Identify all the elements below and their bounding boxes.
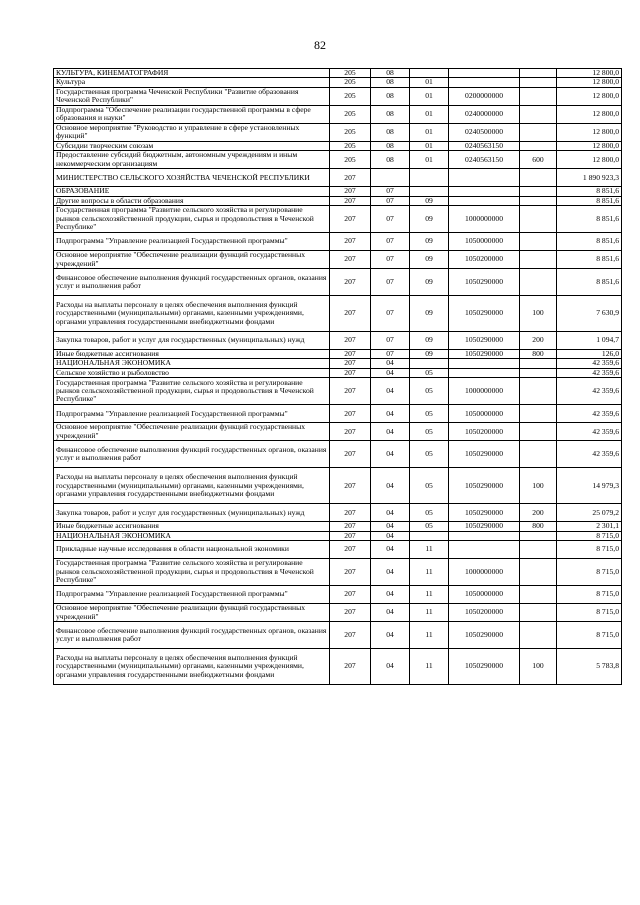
- row-expense-type-cell: [520, 169, 557, 187]
- row-section-cell: 04: [371, 359, 410, 368]
- row-amount-cell: 12 800,0: [557, 78, 622, 87]
- row-name-cell: Иные бюджетные ассигнования: [54, 522, 330, 531]
- row-section-cell: 07: [371, 269, 410, 296]
- row-amount-cell: 12 800,0: [557, 123, 622, 141]
- row-subsection-cell: 09: [410, 251, 449, 269]
- row-grbs-cell: 205: [330, 78, 371, 87]
- table-row: [54, 649, 622, 685]
- row-name-cell: Расходы на выплаты персоналу в целях обеспечения выполнения функций государственными (муниципальными) органами, казенными учреждениями, органами управления государственными внебюджетными фондами: [54, 468, 330, 504]
- row-amount-cell: 1 890 923,3: [557, 169, 622, 187]
- row-expense-type-cell: [520, 206, 557, 233]
- row-name-cell: Финансовое обеспечение выполнения функций государственных органов, оказания услуг и выполнения работ: [54, 269, 330, 296]
- row-section-cell: 07: [371, 251, 410, 269]
- row-subsection-cell: 05: [410, 378, 449, 405]
- row-amount-cell: 8 851,6: [557, 187, 622, 196]
- row-expense-type-cell: [520, 368, 557, 377]
- row-section-cell: 08: [371, 87, 410, 105]
- row-subsection-cell: 09: [410, 269, 449, 296]
- row-grbs-cell: 205: [330, 151, 371, 169]
- row-grbs-cell: 207: [330, 251, 371, 269]
- row-amount-cell: 8 715,0: [557, 604, 622, 622]
- row-amount-cell: 42 359,6: [557, 405, 622, 423]
- row-target-article-cell: 0240563150: [449, 151, 520, 169]
- row-section-cell: [371, 169, 410, 187]
- table-row: [54, 559, 622, 586]
- table-row: [54, 350, 622, 359]
- row-expense-type-cell: [520, 105, 557, 123]
- row-grbs-cell: 207: [330, 468, 371, 504]
- row-amount-cell: 8 851,6: [557, 269, 622, 296]
- row-section-cell: 07: [371, 350, 410, 359]
- row-subsection-cell: 11: [410, 559, 449, 586]
- row-grbs-cell: 207: [330, 441, 371, 468]
- row-target-article-cell: [449, 541, 520, 559]
- row-section-cell: 04: [371, 586, 410, 604]
- row-name-cell: МИНИСТЕРСТВО СЕЛЬСКОГО ХОЗЯЙСТВА ЧЕЧЕНСКОЙ РЕСПУБЛИКИ: [54, 169, 330, 187]
- row-target-article-cell: 1050200000: [449, 423, 520, 441]
- row-subsection-cell: 11: [410, 541, 449, 559]
- row-amount-cell: 42 359,6: [557, 378, 622, 405]
- row-section-cell: 04: [371, 468, 410, 504]
- row-subsection-cell: 01: [410, 151, 449, 169]
- row-section-cell: 07: [371, 233, 410, 251]
- row-expense-type-cell: 200: [520, 332, 557, 350]
- row-amount-cell: 12 800,0: [557, 69, 622, 78]
- row-expense-type-cell: [520, 604, 557, 622]
- row-expense-type-cell: [520, 187, 557, 196]
- row-grbs-cell: 207: [330, 522, 371, 531]
- row-subsection-cell: 09: [410, 332, 449, 350]
- row-subsection-cell: 05: [410, 368, 449, 377]
- row-subsection-cell: 11: [410, 622, 449, 649]
- row-subsection-cell: 05: [410, 405, 449, 423]
- row-grbs-cell: 207: [330, 368, 371, 377]
- row-subsection-cell: 01: [410, 123, 449, 141]
- row-subsection-cell: 05: [410, 423, 449, 441]
- row-subsection-cell: 09: [410, 206, 449, 233]
- row-amount-cell: 8 715,0: [557, 559, 622, 586]
- table-row: [54, 622, 622, 649]
- row-subsection-cell: 09: [410, 233, 449, 251]
- row-target-article-cell: 1000000000: [449, 378, 520, 405]
- row-target-article-cell: 1050200000: [449, 251, 520, 269]
- row-expense-type-cell: [520, 87, 557, 105]
- row-expense-type-cell: 600: [520, 151, 557, 169]
- row-section-cell: 08: [371, 141, 410, 150]
- row-subsection-cell: [410, 531, 449, 540]
- table-row: [54, 233, 622, 251]
- row-amount-cell: 8 715,0: [557, 622, 622, 649]
- row-target-article-cell: 1050290000: [449, 441, 520, 468]
- row-name-cell: НАЦИОНАЛЬНАЯ ЭКОНОМИКА: [54, 359, 330, 368]
- row-grbs-cell: 207: [330, 187, 371, 196]
- row-grbs-cell: 207: [330, 649, 371, 685]
- table-row: [54, 604, 622, 622]
- table-row: [54, 586, 622, 604]
- row-grbs-cell: 207: [330, 423, 371, 441]
- row-section-cell: 08: [371, 69, 410, 78]
- row-name-cell: ОБРАЗОВАНИЕ: [54, 187, 330, 196]
- row-grbs-cell: 207: [330, 405, 371, 423]
- row-name-cell: Подпрограмма "Управление реализацией Государственной программы": [54, 586, 330, 604]
- row-name-cell: Финансовое обеспечение выполнения функций государственных органов, оказания услуг и выполнения работ: [54, 441, 330, 468]
- row-subsection-cell: 11: [410, 586, 449, 604]
- row-subsection-cell: 01: [410, 141, 449, 150]
- row-subsection-cell: 09: [410, 350, 449, 359]
- table-row: [54, 468, 622, 504]
- row-section-cell: 08: [371, 105, 410, 123]
- row-target-article-cell: 1050200000: [449, 604, 520, 622]
- row-section-cell: 04: [371, 405, 410, 423]
- table-row: [54, 87, 622, 105]
- row-expense-type-cell: [520, 269, 557, 296]
- row-amount-cell: 8 715,0: [557, 586, 622, 604]
- table-row: [54, 169, 622, 187]
- row-section-cell: 04: [371, 604, 410, 622]
- row-expense-type-cell: [520, 78, 557, 87]
- row-target-article-cell: [449, 196, 520, 205]
- row-target-article-cell: 1000000000: [449, 206, 520, 233]
- row-target-article-cell: [449, 359, 520, 368]
- row-name-cell: Основное мероприятие "Обеспечение реализации функций государственных учреждений": [54, 604, 330, 622]
- row-expense-type-cell: [520, 622, 557, 649]
- table-row: [54, 105, 622, 123]
- table-row: [54, 405, 622, 423]
- page-number: 82: [314, 38, 326, 52]
- row-expense-type-cell: [520, 141, 557, 150]
- row-target-article-cell: 0240000000: [449, 105, 520, 123]
- row-subsection-cell: 05: [410, 522, 449, 531]
- row-target-article-cell: 1050290000: [449, 332, 520, 350]
- row-name-cell: Основное мероприятие "Обеспечение реализации функций государственных учреждений": [54, 251, 330, 269]
- row-target-article-cell: 1050290000: [449, 350, 520, 359]
- row-expense-type-cell: [520, 405, 557, 423]
- row-grbs-cell: 205: [330, 123, 371, 141]
- row-amount-cell: 12 800,0: [557, 151, 622, 169]
- row-target-article-cell: [449, 78, 520, 87]
- table-row: [54, 269, 622, 296]
- row-name-cell: Предоставление субсидий бюджетным, автономным учреждениям и иным некоммерческим организациям: [54, 151, 330, 169]
- row-target-article-cell: 0240500000: [449, 123, 520, 141]
- row-name-cell: Прикладные научные исследования в области национальной экономики: [54, 541, 330, 559]
- row-expense-type-cell: [520, 359, 557, 368]
- row-target-article-cell: [449, 69, 520, 78]
- table-row: [54, 151, 622, 169]
- row-expense-type-cell: [520, 378, 557, 405]
- row-target-article-cell: [449, 368, 520, 377]
- row-subsection-cell: 01: [410, 78, 449, 87]
- row-amount-cell: 8 851,6: [557, 206, 622, 233]
- row-expense-type-cell: 100: [520, 649, 557, 685]
- row-subsection-cell: 01: [410, 105, 449, 123]
- row-target-article-cell: 1000000000: [449, 559, 520, 586]
- row-amount-cell: 42 359,6: [557, 441, 622, 468]
- row-target-article-cell: 1050290000: [449, 649, 520, 685]
- row-name-cell: Иные бюджетные ассигнования: [54, 350, 330, 359]
- table-row: [54, 522, 622, 531]
- table-row: [54, 251, 622, 269]
- row-amount-cell: 12 800,0: [557, 141, 622, 150]
- row-subsection-cell: 05: [410, 468, 449, 504]
- row-subsection-cell: 11: [410, 649, 449, 685]
- row-grbs-cell: 207: [330, 504, 371, 522]
- row-amount-cell: 42 359,6: [557, 359, 622, 368]
- row-grbs-cell: 205: [330, 87, 371, 105]
- table-row: [54, 187, 622, 196]
- row-subsection-cell: [410, 187, 449, 196]
- row-target-article-cell: [449, 187, 520, 196]
- table-row: [54, 296, 622, 332]
- row-grbs-cell: 205: [330, 69, 371, 78]
- row-section-cell: 04: [371, 541, 410, 559]
- row-grbs-cell: 207: [330, 559, 371, 586]
- table-row: [54, 78, 622, 87]
- row-grbs-cell: 207: [330, 604, 371, 622]
- row-section-cell: 04: [371, 368, 410, 377]
- row-name-cell: Финансовое обеспечение выполнения функций государственных органов, оказания услуг и выполнения работ: [54, 622, 330, 649]
- row-amount-cell: 126,0: [557, 350, 622, 359]
- row-grbs-cell: 207: [330, 350, 371, 359]
- row-section-cell: 04: [371, 559, 410, 586]
- row-target-article-cell: 1050290000: [449, 522, 520, 531]
- row-grbs-cell: 207: [330, 541, 371, 559]
- budget-table-body: [54, 69, 622, 685]
- table-row: [54, 368, 622, 377]
- row-expense-type-cell: [520, 441, 557, 468]
- row-name-cell: Расходы на выплаты персоналу в целях обеспечения выполнения функций государственными (муниципальными) органами, казенными учреждениями, органами управления государственными внебюджетными фондами: [54, 649, 330, 685]
- row-amount-cell: 14 979,3: [557, 468, 622, 504]
- row-amount-cell: 5 783,8: [557, 649, 622, 685]
- row-grbs-cell: 207: [330, 359, 371, 368]
- row-grbs-cell: 207: [330, 233, 371, 251]
- row-name-cell: Закупка товаров, работ и услуг для государственных (муниципальных) нужд: [54, 332, 330, 350]
- row-name-cell: Подпрограмма "Управление реализацией Государственной программы": [54, 233, 330, 251]
- table-row: [54, 378, 622, 405]
- row-target-article-cell: 0240563150: [449, 141, 520, 150]
- row-amount-cell: 8 715,0: [557, 541, 622, 559]
- row-subsection-cell: 05: [410, 504, 449, 522]
- row-section-cell: 08: [371, 151, 410, 169]
- row-grbs-cell: 207: [330, 296, 371, 332]
- row-amount-cell: 12 800,0: [557, 87, 622, 105]
- row-amount-cell: 12 800,0: [557, 105, 622, 123]
- row-amount-cell: 8 851,6: [557, 233, 622, 251]
- row-section-cell: 04: [371, 378, 410, 405]
- row-name-cell: НАЦИОНАЛЬНАЯ ЭКОНОМИКА: [54, 531, 330, 540]
- row-section-cell: 08: [371, 78, 410, 87]
- row-name-cell: Государственная программа Чеченской Республики "Развитие образования Чеченской Республики": [54, 87, 330, 105]
- row-grbs-cell: 207: [330, 206, 371, 233]
- row-amount-cell: 8 715,0: [557, 531, 622, 540]
- row-grbs-cell: 207: [330, 378, 371, 405]
- row-grbs-cell: 207: [330, 169, 371, 187]
- row-name-cell: Расходы на выплаты персоналу в целях обеспечения выполнения функций государственными (муниципальными) органами, казенными учреждениями, органами управления государственными внебюджетными фондами: [54, 296, 330, 332]
- row-name-cell: Подпрограмма "Управление реализацией Государственной программы": [54, 405, 330, 423]
- row-section-cell: 07: [371, 206, 410, 233]
- row-section-cell: 04: [371, 649, 410, 685]
- row-name-cell: Основное мероприятие "Обеспечение реализации функций государственных учреждений": [54, 423, 330, 441]
- row-section-cell: 04: [371, 622, 410, 649]
- row-section-cell: 04: [371, 504, 410, 522]
- row-expense-type-cell: 100: [520, 468, 557, 504]
- row-grbs-cell: 207: [330, 622, 371, 649]
- table-row: [54, 441, 622, 468]
- row-expense-type-cell: 100: [520, 296, 557, 332]
- row-section-cell: 07: [371, 187, 410, 196]
- row-target-article-cell: [449, 531, 520, 540]
- row-section-cell: 04: [371, 441, 410, 468]
- table-row: [54, 531, 622, 540]
- row-subsection-cell: 09: [410, 296, 449, 332]
- row-expense-type-cell: [520, 123, 557, 141]
- row-name-cell: КУЛЬТУРА, КИНЕМАТОГРАФИЯ: [54, 69, 330, 78]
- row-section-cell: 04: [371, 522, 410, 531]
- row-target-article-cell: 1050290000: [449, 296, 520, 332]
- row-name-cell: Государственная программа "Развитие сельского хозяйства и регулирование рынков сельскохозяйственной продукции, сырья и продовольствия в Чеченской Республике": [54, 378, 330, 405]
- row-subsection-cell: 11: [410, 604, 449, 622]
- table-row: [54, 541, 622, 559]
- row-name-cell: Подпрограмма "Обеспечение реализации государственной программы в сфере образования и науки": [54, 105, 330, 123]
- row-expense-type-cell: [520, 196, 557, 205]
- row-subsection-cell: 05: [410, 441, 449, 468]
- budget-table: [53, 68, 622, 685]
- row-amount-cell: 8 851,6: [557, 251, 622, 269]
- row-expense-type-cell: [520, 559, 557, 586]
- row-grbs-cell: 207: [330, 531, 371, 540]
- table-row: [54, 141, 622, 150]
- row-section-cell: 04: [371, 531, 410, 540]
- row-subsection-cell: [410, 359, 449, 368]
- row-amount-cell: 2 301,1: [557, 522, 622, 531]
- row-name-cell: Государственная программа "Развитие сельского хозяйства и регулирование рынков сельскохозяйственной продукции, сырья и продовольствия в Чеченской Республике": [54, 559, 330, 586]
- row-expense-type-cell: [520, 423, 557, 441]
- table-row: [54, 423, 622, 441]
- row-amount-cell: 7 630,9: [557, 296, 622, 332]
- row-target-article-cell: 1050000000: [449, 405, 520, 423]
- table-row: [54, 123, 622, 141]
- row-target-article-cell: 1050290000: [449, 269, 520, 296]
- table-row: [54, 206, 622, 233]
- table-row: [54, 196, 622, 205]
- table-row: [54, 359, 622, 368]
- row-name-cell: Закупка товаров, работ и услуг для государственных (муниципальных) нужд: [54, 504, 330, 522]
- row-amount-cell: 1 094,7: [557, 332, 622, 350]
- table-row: [54, 332, 622, 350]
- row-amount-cell: 42 359,6: [557, 423, 622, 441]
- row-grbs-cell: 205: [330, 105, 371, 123]
- row-expense-type-cell: [520, 251, 557, 269]
- row-subsection-cell: [410, 169, 449, 187]
- row-name-cell: Государственная программа "Развитие сельского хозяйства и регулирование рынков сельскохозяйственной продукции, сырья и продовольствия в Чеченской Республике": [54, 206, 330, 233]
- row-section-cell: 07: [371, 196, 410, 205]
- row-subsection-cell: [410, 69, 449, 78]
- row-name-cell: Культура: [54, 78, 330, 87]
- row-expense-type-cell: [520, 233, 557, 251]
- row-expense-type-cell: [520, 69, 557, 78]
- row-amount-cell: 8 851,6: [557, 196, 622, 205]
- row-amount-cell: 42 359,6: [557, 368, 622, 377]
- row-amount-cell: 25 079,2: [557, 504, 622, 522]
- row-section-cell: 07: [371, 296, 410, 332]
- row-name-cell: Основное мероприятие "Руководство и управление в сфере установленных функций": [54, 123, 330, 141]
- row-grbs-cell: 205: [330, 141, 371, 150]
- row-section-cell: 08: [371, 123, 410, 141]
- row-name-cell: Сельское хозяйство и рыболовство: [54, 368, 330, 377]
- row-subsection-cell: 09: [410, 196, 449, 205]
- row-target-article-cell: 0200000000: [449, 87, 520, 105]
- table-row: [54, 69, 622, 78]
- row-target-article-cell: 1050290000: [449, 504, 520, 522]
- row-target-article-cell: 1050000000: [449, 586, 520, 604]
- row-expense-type-cell: [520, 541, 557, 559]
- row-subsection-cell: 01: [410, 87, 449, 105]
- row-target-article-cell: 1050000000: [449, 233, 520, 251]
- row-expense-type-cell: [520, 586, 557, 604]
- row-target-article-cell: 1050290000: [449, 622, 520, 649]
- row-section-cell: 04: [371, 423, 410, 441]
- row-expense-type-cell: 800: [520, 522, 557, 531]
- row-expense-type-cell: [520, 531, 557, 540]
- row-grbs-cell: 207: [330, 196, 371, 205]
- row-target-article-cell: [449, 169, 520, 187]
- table-row: [54, 504, 622, 522]
- row-expense-type-cell: 800: [520, 350, 557, 359]
- row-expense-type-cell: 200: [520, 504, 557, 522]
- row-grbs-cell: 207: [330, 269, 371, 296]
- row-grbs-cell: 207: [330, 586, 371, 604]
- row-section-cell: 07: [371, 332, 410, 350]
- row-target-article-cell: 1050290000: [449, 468, 520, 504]
- row-name-cell: Другие вопросы в области образования: [54, 196, 330, 205]
- row-name-cell: Субсидии творческим союзам: [54, 141, 330, 150]
- row-grbs-cell: 207: [330, 332, 371, 350]
